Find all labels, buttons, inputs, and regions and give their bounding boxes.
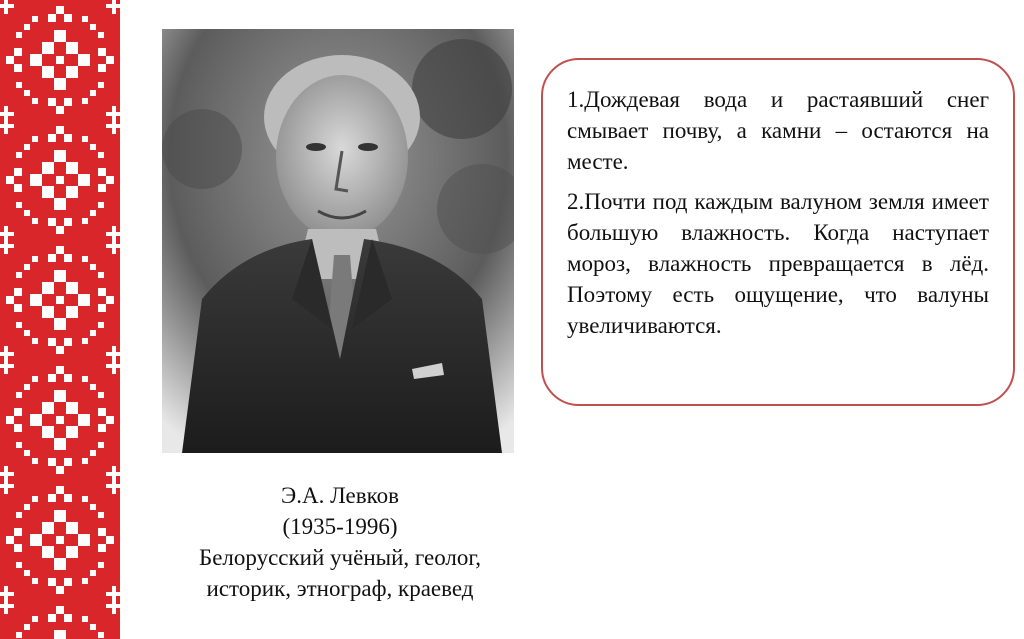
person-years: (1935-1996) [282, 514, 398, 539]
info-point-2: 2.Почти под каждым валуном земля имеет большую влажность. Когда наступает мороз, влажность превращается в лёд. Поэтому есть ощущение, что валуны увеличиваются. [567, 189, 989, 338]
portrait-caption [150, 480, 530, 604]
portrait-photo [162, 29, 514, 453]
person-description-line1: Белорусский учёный, геолог, [199, 545, 481, 570]
portrait-icon [162, 29, 514, 453]
embroidery-ornament-icon [0, 0, 120, 639]
info-box [541, 58, 1015, 406]
person-description-line2: историк, этнограф, краевед [206, 576, 474, 601]
person-name: Э.А. Левков [281, 483, 399, 508]
info-point-1: 1.Дождевая вода и растаявший снег смывает почву, а камни – остаются на месте. [567, 87, 989, 174]
